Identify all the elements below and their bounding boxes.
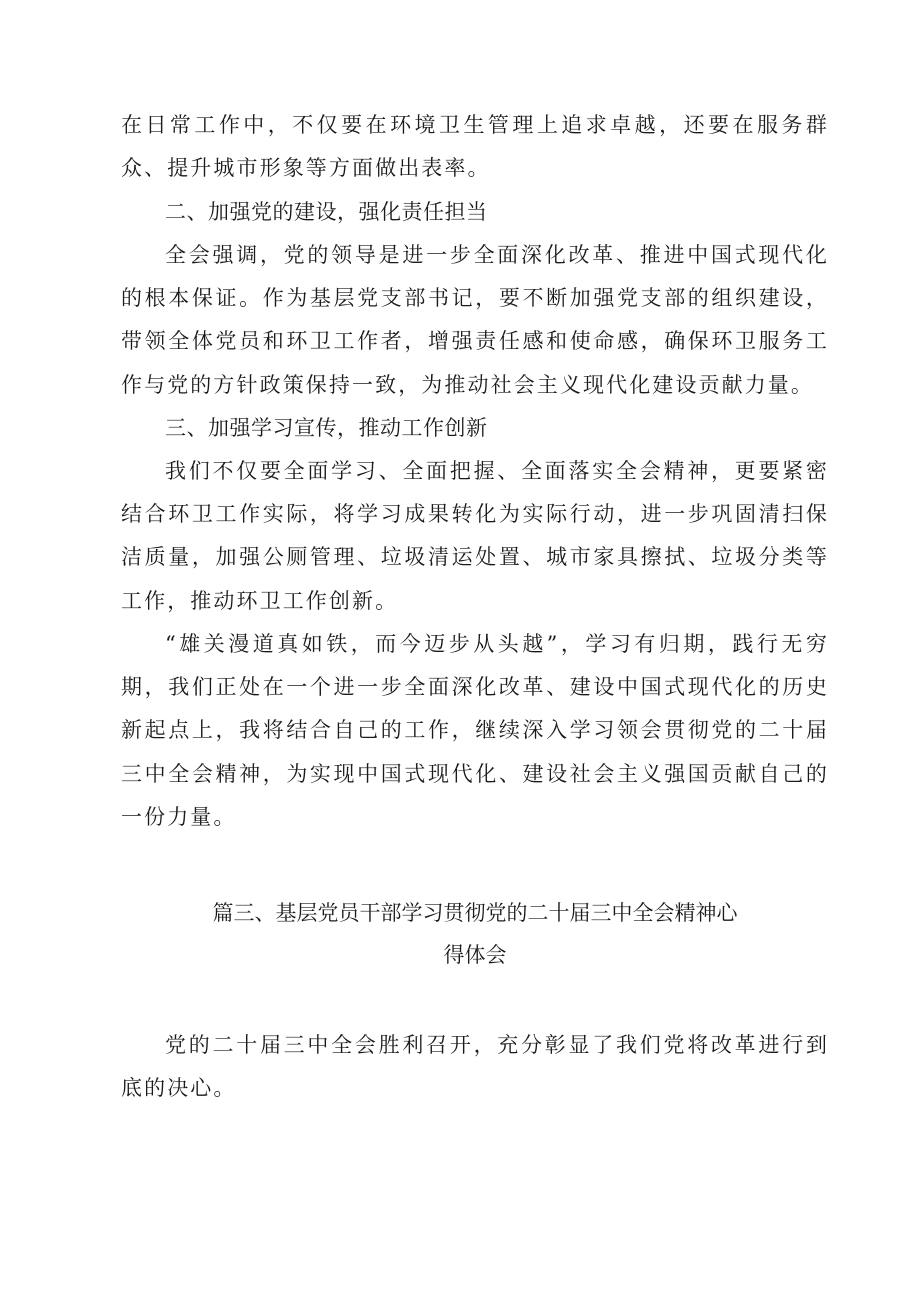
heading-study-promotion: 三、加强学习宣传，推动工作创新 bbox=[165, 416, 488, 440]
paragraph-quote-conclusion: “雄关漫道真如铁，而今迈步从头越”，学习有归期，践行无穷期，我们正处在一个进一步全面深化改革、建设中国式现代化的历史新起点上，我将结合自己的工作，继续深入学习领会贯彻党的二十届三中全会精神，为实现中国式现代化、建设社会主义强国贡献自己的一份力量。 bbox=[121, 632, 829, 829]
heading-strengthen-party-building: 二、加强党的建设，强化责任担当 bbox=[165, 200, 488, 224]
section-title-line1: 篇三、基层党员干部学习贯彻党的二十届三中全会精神心 bbox=[212, 901, 738, 925]
paragraph-study-implementation: 我们不仅要全面学习、全面把握、全面落实全会精神，更要紧密结合环卫工作实际，将学习成果转化为实际行动，进一步巩固清扫保洁质量，加强公厕管理、垃圾清运处置、城市家具擦拭、垃圾分类等工作，推动环卫工作创新。 bbox=[121, 459, 829, 613]
paragraph-continued: 在日常工作中，不仅要在环境卫生管理上追求卓越，还要在服务群众、提升城市形象等方面做出表率。 bbox=[121, 113, 829, 181]
paragraph-plenary-opening: 党的二十届三中全会胜利召开，充分彰显了我们党将改革进行到底的决心。 bbox=[121, 1033, 829, 1101]
paragraph-party-leadership: 全会强调，党的领导是进一步全面深化改革、推进中国式现代化的根本保证。作为基层党支部书记，要不断加强党支部的组织建设，带领全体党员和环卫工作者，增强责任感和使命感，确保环卫服务工作与党的方针政策保持一致，为推动社会主义现代化建设贡献力量。 bbox=[121, 243, 829, 397]
section-title-line2: 得体会 bbox=[443, 943, 507, 967]
